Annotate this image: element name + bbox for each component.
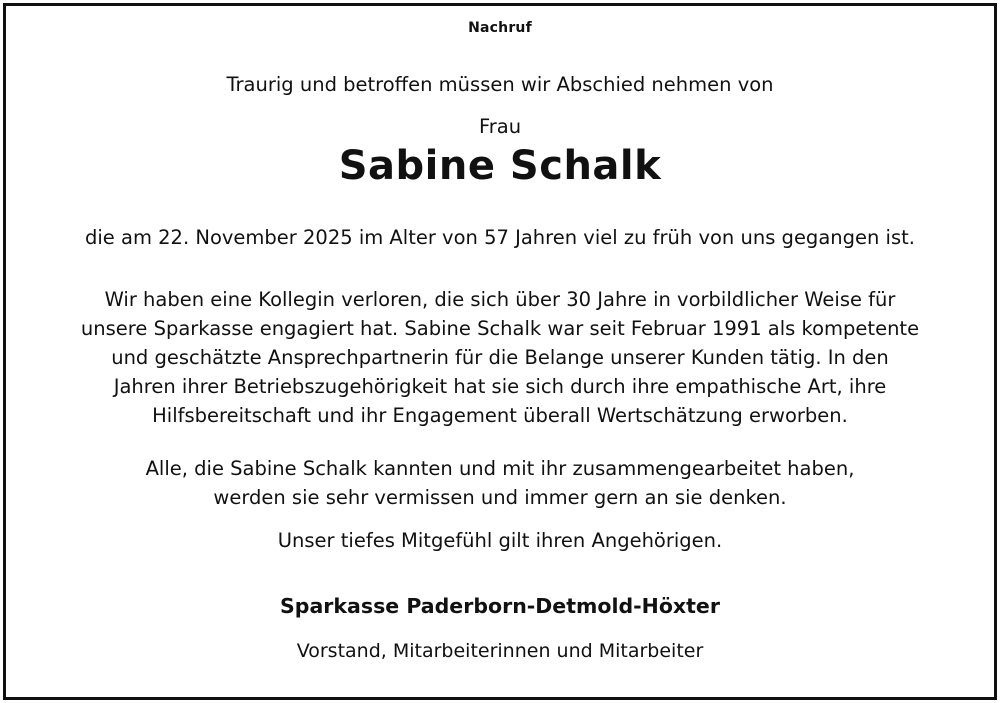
tribute-line: unsere Sparkasse engagiert hat. Sabine Schalk war seit Februar 1991 als kompetente	[80, 317, 920, 340]
death-date-text: die am 22. November 2025 im Alter von 57 Jahren viel zu früh von uns gegangen ist.	[85, 226, 915, 249]
condolence-text: Unser tiefes Mitgefühl gilt ihren Angehörigen.	[277, 529, 723, 552]
salutation: Frau	[478, 115, 522, 138]
intro-text: Traurig und betroffen müssen wir Abschied nehmen von	[226, 73, 774, 96]
deceased-name: Sabine Schalk	[338, 143, 662, 189]
remembrance-line: werden sie sehr vermissen und immer gern an sie denken.	[213, 486, 787, 509]
tribute-paragraph	[0, 285, 1000, 430]
tribute-line: Hilfsbereitschaft und ihr Engagement überall Wertschätzung erworben.	[152, 404, 848, 427]
signatories-text: Vorstand, Mitarbeiterinnen und Mitarbeiter	[296, 640, 704, 662]
tribute-line: Wir haben eine Kollegin verloren, die sich über 30 Jahre in vorbildlicher Weise für	[104, 288, 896, 311]
remembrance-paragraph	[0, 454, 1000, 512]
remembrance-line: Alle, die Sabine Schalk kannten und mit ihr zusammengearbeitet haben,	[145, 457, 855, 480]
tribute-line: Jahren ihrer Betriebszugehörigkeit hat sie sich durch ihre empathische Art, ihre	[113, 375, 887, 398]
notice-heading: Nachruf	[468, 20, 532, 36]
tribute-line: und geschätzte Ansprechpartnerin für die Belange unserer Kunden tätig. In den	[111, 346, 889, 369]
organization-name: Sparkasse Paderborn-Detmold-Höxter	[280, 594, 720, 618]
